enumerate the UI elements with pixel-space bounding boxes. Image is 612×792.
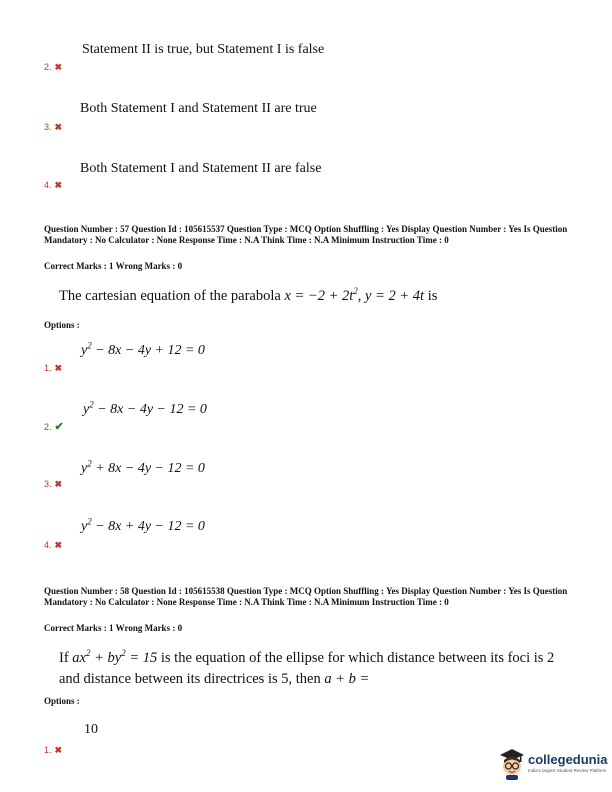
q57-option-2-equation: $y^2 - 8x - 4y - 12 = 0$ (83, 399, 207, 417)
q58-meta: Question Number : 58 Question Id : 105615538 Question Type : MCQ Option Shuffling : Yes Display Question Number : Yes Is Question Mandatory : No Calculator : None Response Time : N.A Think Time : N.A Minimum Instruction Time : 0 (44, 586, 568, 607)
q57-meta: Question Number : 57 Question Id : 105615537 Question Type : MCQ Option Shuffling : Yes Display Question Number : Yes Is Question Mandatory : No Calculator : None Response Time : N.A Think Time : N.A Minimum Instruction Time : 0 (44, 224, 568, 245)
option-number: 3. (44, 122, 52, 132)
q58-question-line-2 (59, 669, 554, 690)
q58-options-label: Options : (44, 696, 80, 706)
wrong-icon: ✖ (54, 479, 63, 489)
q58-option-1-text: 10 (84, 722, 98, 737)
prev-option-2-number (44, 62, 62, 73)
q57-option-3-equation: $y^2 + 8x - 4y - 12 = 0$ (81, 458, 205, 476)
q58-ellipse-equation: $ax^2 + by^2 = 15$ (72, 648, 158, 666)
q58-question-line-1 (59, 648, 554, 669)
wrong-icon: ✖ (54, 180, 63, 190)
prev-option-2-text: Statement II is true, but Statement I is false (82, 42, 325, 57)
wrong-icon: ✖ (54, 122, 63, 132)
q57-option-2-number (44, 420, 64, 433)
q57-options-label: Options : (44, 320, 80, 330)
prev-option-4-text: Both Statement I and Statement II are false (80, 161, 322, 176)
q58-question-prefix: If (59, 650, 69, 666)
collegedunia-logo (498, 748, 608, 782)
q58-question (59, 648, 554, 690)
q58-question-suffix: is the equation of the ellipse for which distance between its foci is 2 (160, 650, 555, 666)
q57-question (59, 286, 437, 307)
wrong-icon: ✖ (54, 62, 63, 72)
graduate-mascot-icon (498, 748, 526, 780)
q58-marks: Correct Marks : 1 Wrong Marks : 0 (44, 623, 183, 633)
check-icon: ✔ (54, 421, 64, 433)
prev-option-3-text: Both Statement I and Statement II are true (80, 101, 317, 116)
q57-option-1-number (44, 363, 62, 374)
option-number: 1. (44, 363, 52, 373)
prev-option-4-number (44, 180, 62, 191)
q57-question-connector: is (427, 288, 438, 304)
wrong-icon: ✖ (54, 745, 63, 755)
option-number: 3. (44, 479, 52, 489)
logo-tagline: India's largest Student Review Platform (528, 768, 607, 773)
option-number: 1. (44, 745, 52, 755)
q57-parametric-equation: $x = -2 + 2t^2$, y = 2 + 4t (284, 286, 425, 304)
wrong-icon: ✖ (54, 540, 63, 550)
q57-marks: Correct Marks : 1 Wrong Marks : 0 (44, 261, 183, 271)
q58-question-line2-text: and distance between its directrices is 5, then (59, 671, 321, 687)
q57-option-3-number (44, 479, 62, 490)
q57-option-4-number (44, 540, 62, 551)
option-number: 4. (44, 540, 52, 550)
q58-sum-expression: a + b = (324, 671, 370, 687)
prev-option-3-number (44, 122, 62, 133)
option-number: 2. (44, 422, 52, 432)
q58-option-1-number (44, 745, 62, 756)
q57-question-text: The cartesian equation of the parabola (59, 288, 281, 304)
option-number: 4. (44, 180, 52, 190)
logo-wordmark: collegedunia (528, 752, 608, 767)
option-number: 2. (44, 62, 52, 72)
q57-option-4-equation: $y^2 - 8x + 4y - 12 = 0$ (81, 516, 205, 534)
q57-option-1-equation: $y^2 - 8x - 4y + 12 = 0$ (81, 340, 205, 358)
wrong-icon: ✖ (54, 363, 63, 373)
